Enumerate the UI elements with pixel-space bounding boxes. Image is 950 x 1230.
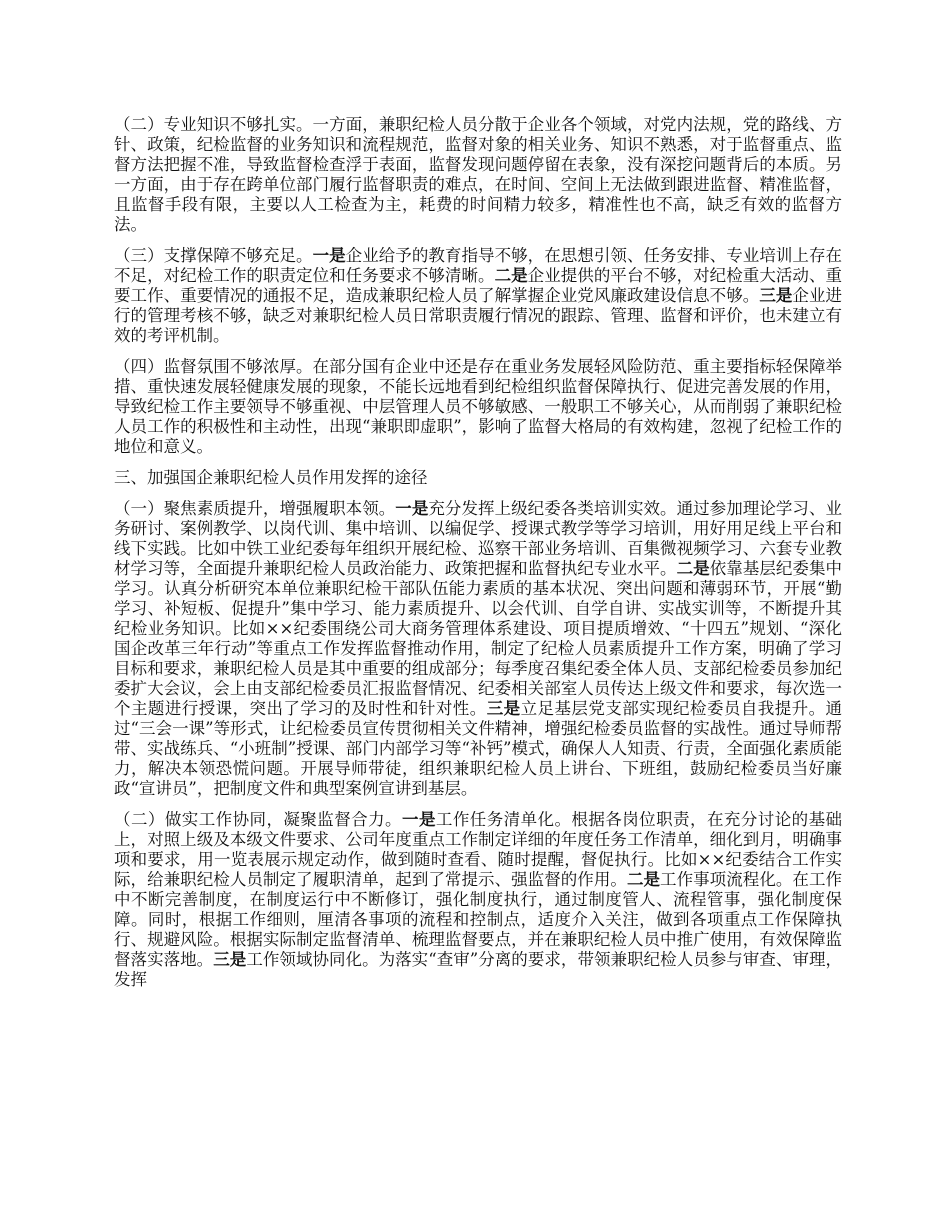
emphasis-first: 一是 bbox=[312, 246, 346, 265]
text-segment: （一）聚焦素质提升，增强履职本领。 bbox=[114, 499, 396, 518]
paragraph-professional-knowledge bbox=[114, 115, 842, 235]
text-segment: 立足基层党支部实现纪检委员自我提升。通过“三会一课”等形式，让纪检委员宣传贯彻相关文件精神，增强纪检委员监督的实战性。通过导师帮带、实战练兵、“小班制”授课、部门内部学习等“补钙”模式，确保人人知责、行责，全面强化素质能力，解决本领恐慌问题。开展导师带徒，组织兼职纪检人员上讲台、下班组，鼓励纪检委员当好廉政“宣讲员”，把制度文件和典型案例宣讲到基层。 bbox=[114, 699, 843, 798]
emphasis-third: 三是 bbox=[486, 699, 521, 718]
emphasis-first: 一是 bbox=[395, 499, 429, 518]
paragraph-supervision-atmosphere bbox=[114, 357, 842, 457]
text-segment: 工作领域协同化。为落实“查审”分离的要求，带领兼职纪检人员参与审查、审理，发挥 bbox=[114, 950, 843, 989]
text-segment: （二）专业知识不够扎实。一方面，兼职纪检人员分散于企业各个领域，对党内法规，党的路线、方针、政策，纪检监督的业务知识和流程规范，监督对象的相关业务、知识不熟悉，对于监督重点、监督方法把握不准，导致监督检查浮于表面，监督发现问题停留在表象，没有深挖问题背后的本质。另一方面，由于存在跨单位部门履行监督职责的难点，在时间、空间上无法做到跟进监督、精准监督，且监督手段有限，主要以人工检查为主，耗费的时间精力较多，精准性也不高，缺乏有效的监督方法。 bbox=[114, 115, 842, 234]
text-segment: 企业进行的管理考核不够，缺乏对兼职纪检人员日常职责履行情况的跟踪、管理、监督和评价，也未建立有效的考评机制。 bbox=[114, 286, 843, 345]
emphasis-second: 二是 bbox=[494, 266, 528, 285]
text-segment: 企业给予的教育指导不够，在思想引领、任务安排、专业培训上存在不足，对纪检工作的职责定位和任务要求不够清晰。 bbox=[114, 246, 843, 285]
text-segment: 依靠基层纪委集中学习。认真分析研究本单位兼职纪检干部队伍能力素质的基本状况、突出问题和薄弱环节，开展“勤学习、补短板、促提升”集中学习、能力素质提升、以会代训、自学自讲、实战实训等，不断提升其纪检业务知识。比如××纪委围绕公司大商务管理体系建设、项目提质增效、“十四五”规划、“深化国企改革三年行动”等重点工作发挥监督推动作用，制定了纪检人员素质提升工作方案，明确了学习目标和要求，兼职纪检人员是其中重要的组成部分；每季度召集纪委全体人员、支部纪检委员参加纪委扩大会议，会上由支部纪检委员汇报监督情况、纪委相关部室人员传达上级文件和要求，每次选一个主题进行授课，突出了学习的及时性和针对性。 bbox=[114, 559, 843, 718]
emphasis-third: 三是 bbox=[759, 286, 793, 305]
emphasis-second: 二是 bbox=[676, 559, 710, 578]
text-segment: （四）监督氛围不够浓厚。在部分国有企业中还是存在重业务发展轻风险防范、重主要指标轻保障举措、重快速发展轻健康发展的现象，不能长远地看到纪检组织监督保障执行、促进完善发展的作用，导致纪检工作主要领导不够重视、中层管理人员不够敏感、一般职工不够关心，从而削弱了兼职纪检人员工作的积极性和主动性，出现“兼职即虚职”，影响了监督大格局的有效构建，忽视了纪检工作的地位和意义。 bbox=[114, 357, 842, 456]
emphasis-third: 三是 bbox=[213, 950, 247, 969]
text-segment: 工作事项流程化。在工作中不断完善制度，在制度运行中不断修订，强化制度执行，通过制度管人、流程管事，强化制度保障。同时，根据工作细则，厘清各事项的流程和控制点，适度介入关注，做到各项重点工作保障执行、规避风险。根据实际制定监督清单、梳理监督要点，并在兼职纪检人员中推广使用，有效保障监督落实落地。 bbox=[114, 870, 843, 969]
paragraph-work-coordination bbox=[114, 810, 842, 990]
paragraph-support-guarantee bbox=[114, 246, 842, 346]
document-page bbox=[114, 115, 842, 1001]
text-segment: （三）支撑保障不够充足。 bbox=[114, 246, 313, 265]
text-segment: （二）做实工作协同，凝聚监督合力。 bbox=[114, 810, 402, 829]
emphasis-first: 一是 bbox=[402, 810, 436, 829]
paragraph-quality-improvement bbox=[114, 499, 842, 799]
emphasis-second: 二是 bbox=[626, 870, 661, 889]
section-heading: 三、加强国企兼职纪检人员作用发挥的途径 bbox=[114, 468, 428, 487]
text-segment: 充分发挥上级纪委各类培训实效。通过参加理论学习、业务研讨、案例教学、以岗代训、集中培训、以编促学、授课式教学等学习培训，用好用足线上平台和线下实践。比如中铁工业纪委每年组织开展纪检、巡察干部业务培训、百集微视频学习、六套专业教材学习等，全面提升兼职纪检人员政治能力、政策把握和监督执纪专业水平。 bbox=[114, 499, 843, 578]
text-segment: 工作任务清单化。根据各岗位职责，在充分讨论的基础上，对照上级及本级文件要求、公司年度重点工作制定详细的年度任务工作清单，细化到月，明确事项和要求，用一览表展示规定动作，做到随时查看、随时提醒，督促执行。比如××纪委结合工作实际，给兼职纪检人员制定了履职清单，起到了常提示、强监督的作用。 bbox=[114, 810, 843, 889]
text-segment: 企业提供的平台不够，对纪检重大活动、重要工作、重要情况的通报不足，造成兼职纪检人员了解掌握企业党风廉政建设信息不够。 bbox=[114, 266, 843, 305]
